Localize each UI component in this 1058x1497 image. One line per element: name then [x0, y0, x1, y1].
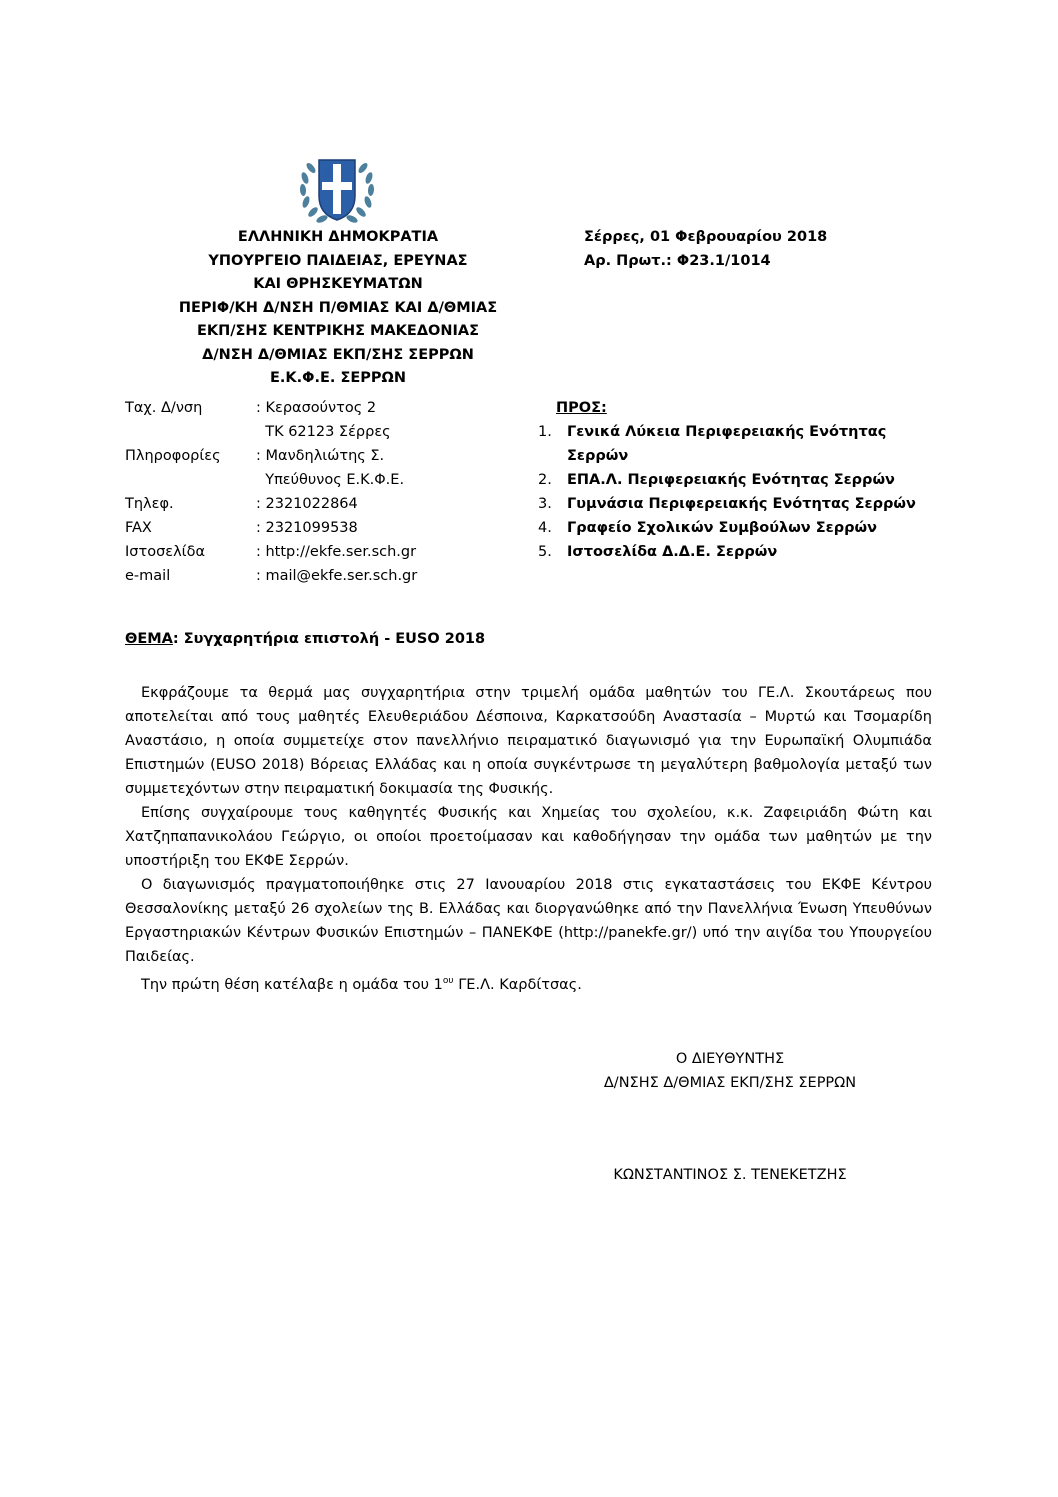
contact-value: : 2321022864 [256, 496, 358, 512]
letter-date: Σέρρες, 01 Φεβρουαρίου 2018 [584, 229, 828, 245]
contact-value: : Κερασούντος 2 [256, 400, 377, 416]
contact-label: FAX [125, 520, 152, 536]
authority-line: ΚΑΙ ΘΡΗΣΚΕΥΜΑΤΩΝ [253, 276, 423, 292]
signature-block [560, 1047, 900, 1095]
recipient-number: 4. [538, 520, 552, 536]
body-text-fragment: ΓΕ.Λ. Καρδίτσας. [453, 976, 582, 993]
subject-text: : Συγχαρητήρια επιστολή - EUSO 2018 [172, 631, 486, 647]
contact-value: : 2321099538 [256, 520, 358, 536]
signatory-name: ΚΩΝΣΤΑΝΤΙΝΟΣ Σ. ΤΕΝΕΚΕΤΖΗΣ [613, 1167, 847, 1183]
recipient-item [538, 420, 916, 468]
body-text-fragment: Την πρώτη θέση κατέλαβε η ομάδα του 1 [141, 976, 443, 993]
contact-website: : http://ekfe.ser.sch.gr [256, 544, 417, 560]
authority-line: ΠΕΡΙΦ/ΚΗ Δ/ΝΣΗ Π/ΘΜΙΑΣ ΚΑΙ Δ/ΘΜΙΑΣ [178, 299, 498, 316]
contact-label: Ταχ. Δ/νση [125, 400, 203, 416]
recipient-item [538, 492, 916, 516]
letter-body [125, 681, 932, 997]
signatory-title: Ο ΔΙΕΥΘΥΝΤΗΣ [675, 1051, 785, 1067]
subject-line [125, 631, 485, 647]
recipient-text: Ιστοσελίδα Δ.Δ.Ε. Σερρών [567, 544, 778, 560]
contact-value: Υπεύθυνος Ε.Κ.Φ.Ε. [256, 472, 405, 488]
authority-line: ΥΠΟΥΡΓΕΙΟ ΠΑΙΔΕΙΑΣ, ΕΡΕΥΝΑΣ [208, 252, 468, 269]
protocol-number: Αρ. Πρωτ.: Φ23.1/1014 [584, 252, 771, 269]
body-paragraph: Επίσης συγχαίρουμε τους καθηγητές Φυσικής και Χημείας του σχολείου, κ.κ. Ζαφειριάδη Φώτη και Χατζηπαπανικολάου Γεώργιο, οι οποίοι προετοίμασαν και καθοδήγησαν την ομάδα των μαθητών με την υποστήριξη του ΕΚΦΕ Σερρών. [125, 805, 932, 869]
recipient-number: 5. [538, 544, 552, 560]
recipient-text: Γενικά Λύκεια Περιφερειακής Ενότητας [567, 424, 887, 440]
greek-coat-of-arms-icon [295, 148, 379, 228]
recipient-number: 2. [538, 472, 552, 488]
body-paragraph [125, 969, 932, 997]
recipient-text: ΕΠΑ.Λ. Περιφερειακής Ενότητας Σερρών [567, 472, 895, 488]
recipients-block [538, 396, 916, 564]
subject-label: ΘΕΜΑ [125, 631, 173, 647]
ordinal-superscript: ου [442, 976, 454, 986]
contact-value: ΤΚ 62123 Σέρρες [256, 424, 391, 440]
recipient-item [538, 540, 916, 564]
recipients-title: ΠΡΟΣ: [556, 400, 607, 416]
authority-line: ΕΚΠ/ΣΗΣ ΚΕΝΤΡΙΚΗΣ ΜΑΚΕΔΟΝΙΑΣ [196, 323, 480, 339]
authority-line: ΕΛΛΗΝΙΚΗ ΔΗΜΟΚΡΑΤΙΑ [237, 229, 439, 245]
body-paragraph: Ο διαγωνισμός πραγματοποιήθηκε στις 27 Ιανουαρίου 2018 στις εγκαταστάσεις του ΕΚΦΕ Κέντρου Θεσσαλονίκης μεταξύ 26 σχολείων της Β. Ελλάδας και διοργανώθηκε από την Πανελλήνια Ένωση Υπευθύνων Εργαστηριακών Κέντρων Φυσικών Επιστημών – ΠΑΝΕΚΦΕ (http://panekfe.gr/) υπό την αιγίδα του Υπουργείου Παιδείας. [125, 877, 932, 965]
signatory-organization: Δ/ΝΣΗΣ Δ/ΘΜΙΑΣ ΕΚΠ/ΣΗΣ ΣΕΡΡΩΝ [603, 1075, 857, 1091]
body-paragraph: Εκφράζουμε τα θερμά μας συγχαρητήρια στην τριμελή ομάδα μαθητών του ΓΕ.Λ. Σκουτάρεως που αποτελείται από τους μαθητές Ελευθεριάδου Δέσποινα, Καρκατσούδη Αναστασία – Μυρτώ και Τσομαρίδη Αναστάσιο, η οποία συμμετείχε στον πανελλήνιο πειραματικό διαγωνισμό για την Ευρωπαϊκή Ολυμπιάδα Επιστημών (EUSO 2018) Βόρειας Ελλάδας και η οποία συγκέντρωσε τη μεγαλύτερη βαθμολογία μεταξύ των συμμετεχόντων στην πειραματική δοκιμασία της Φυσικής. [125, 685, 932, 797]
recipient-item [538, 516, 916, 540]
authority-header [118, 226, 558, 391]
contact-label: Πληροφορίες [125, 448, 221, 464]
authority-line: Ε.Κ.Φ.Ε. ΣΕΡΡΩΝ [270, 370, 406, 386]
recipient-text: Γυμνάσια Περιφερειακής Ενότητας Σερρών [567, 496, 916, 512]
contact-label: Τηλεφ. [125, 496, 174, 512]
letter-meta [584, 226, 827, 273]
recipient-number: 1. [538, 424, 552, 440]
authority-line: Δ/ΝΣΗ Δ/ΘΜΙΑΣ ΕΚΠ/ΣΗΣ ΣΕΡΡΩΝ [202, 346, 474, 363]
recipient-number: 3. [538, 496, 552, 512]
contact-email: : mail@ekfe.ser.sch.gr [256, 568, 418, 584]
contact-label: e-mail [125, 568, 171, 584]
recipient-text: Γραφείο Σχολικών Συμβούλων Σερρών [567, 520, 877, 536]
contact-label: Ιστοσελίδα [125, 544, 206, 560]
recipient-text-cont: Σερρών [567, 448, 629, 464]
recipient-item [538, 468, 916, 492]
contact-value: : Μανδηλιώτης Σ. [256, 448, 385, 464]
